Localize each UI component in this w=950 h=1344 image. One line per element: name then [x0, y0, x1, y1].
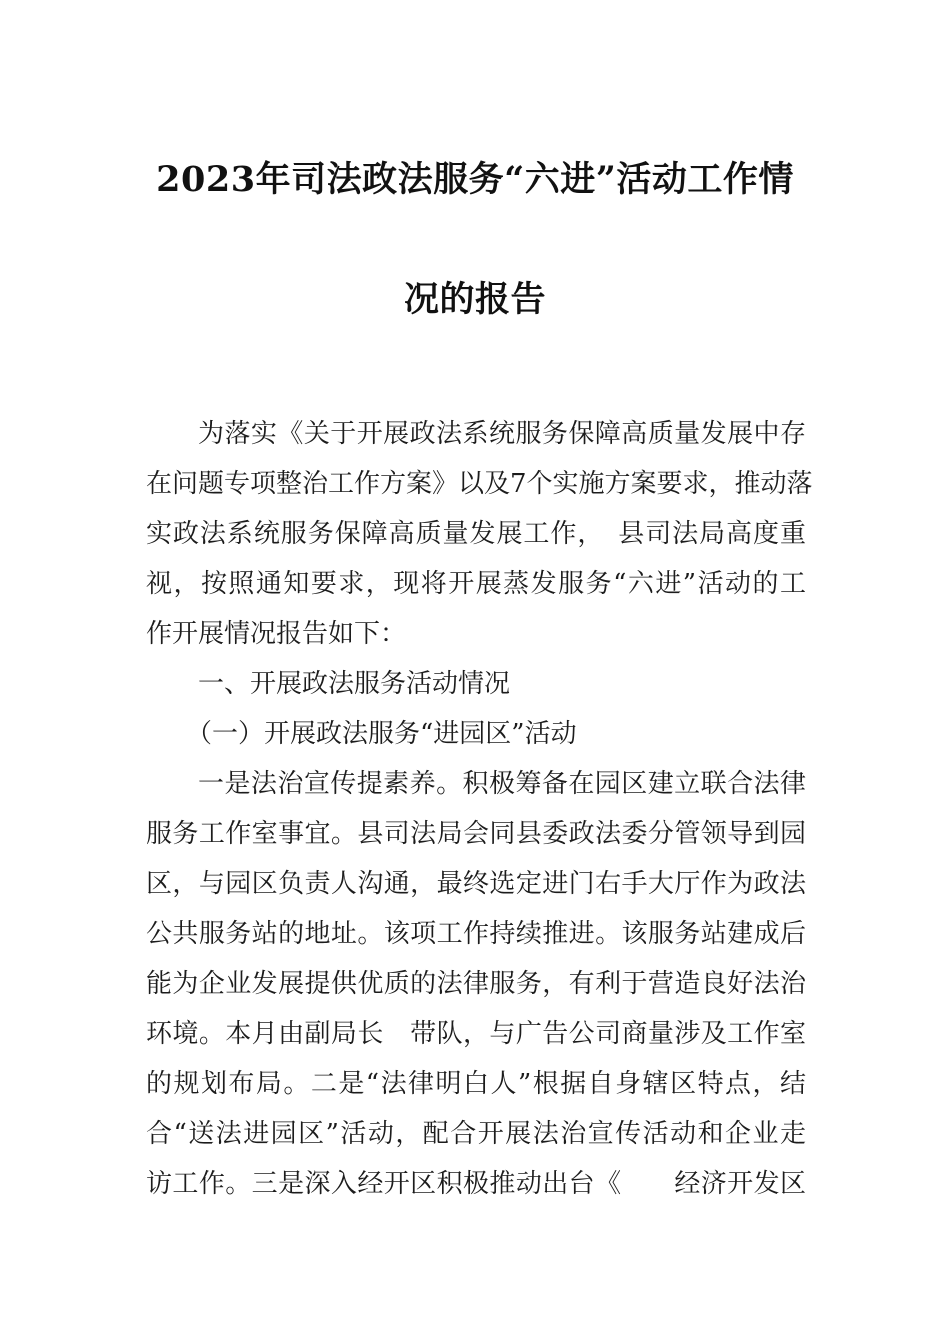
body-line: 合“送法进园区”活动，配合开展法治宣传活动和企业走 [146, 1119, 806, 1149]
intro-line: 在问题专项整治工作方案》以及7个实施方案要求，推动落 [146, 469, 813, 499]
document-title-line-2: 况的报告 [403, 279, 546, 320]
body-line: 的规划布局。二是“法律明白人”根据自身辖区特点，结 [146, 1069, 806, 1099]
intro-line: 视，按照通知要求，现将开展蒸发服务“六进”活动的工 [146, 569, 806, 599]
intro-line: 为落实《关于开展政法系统服务保障高质量发展中存 [198, 419, 806, 449]
body-line: 公共服务站的地址。该项工作持续推进。该服务站建成后 [146, 919, 806, 949]
section-subheading: （一）开展政法服务“进园区”活动 [186, 719, 577, 749]
section-heading: 一、开展政法服务活动情况 [198, 669, 511, 699]
body-line: 访工作。三是深入经开区积极推动出台《 经济开发区 [146, 1169, 806, 1199]
body-line: 能为企业发展提供优质的法律服务，有利于营造良好法治 [146, 969, 806, 999]
intro-line: 实政法系统服务保障高质量发展工作， 县司法局高度重 [146, 519, 806, 549]
document-title-line-1: 2023年司法政法服务“六进”活动工作情 [156, 159, 794, 200]
body-line: 服务工作室事宜。县司法局会同县委政法委分管领导到园 [146, 819, 806, 849]
intro-line: 作开展情况报告如下： [146, 619, 407, 649]
body-line: 环境。本月由副局长 带队，与广告公司商量涉及工作室 [146, 1019, 806, 1049]
body-line: 区，与园区负责人沟通，最终选定进门右手大厅作为政法 [146, 869, 806, 899]
body-line: 一是法治宣传提素养。积极筹备在园区建立联合法律 [198, 769, 806, 799]
